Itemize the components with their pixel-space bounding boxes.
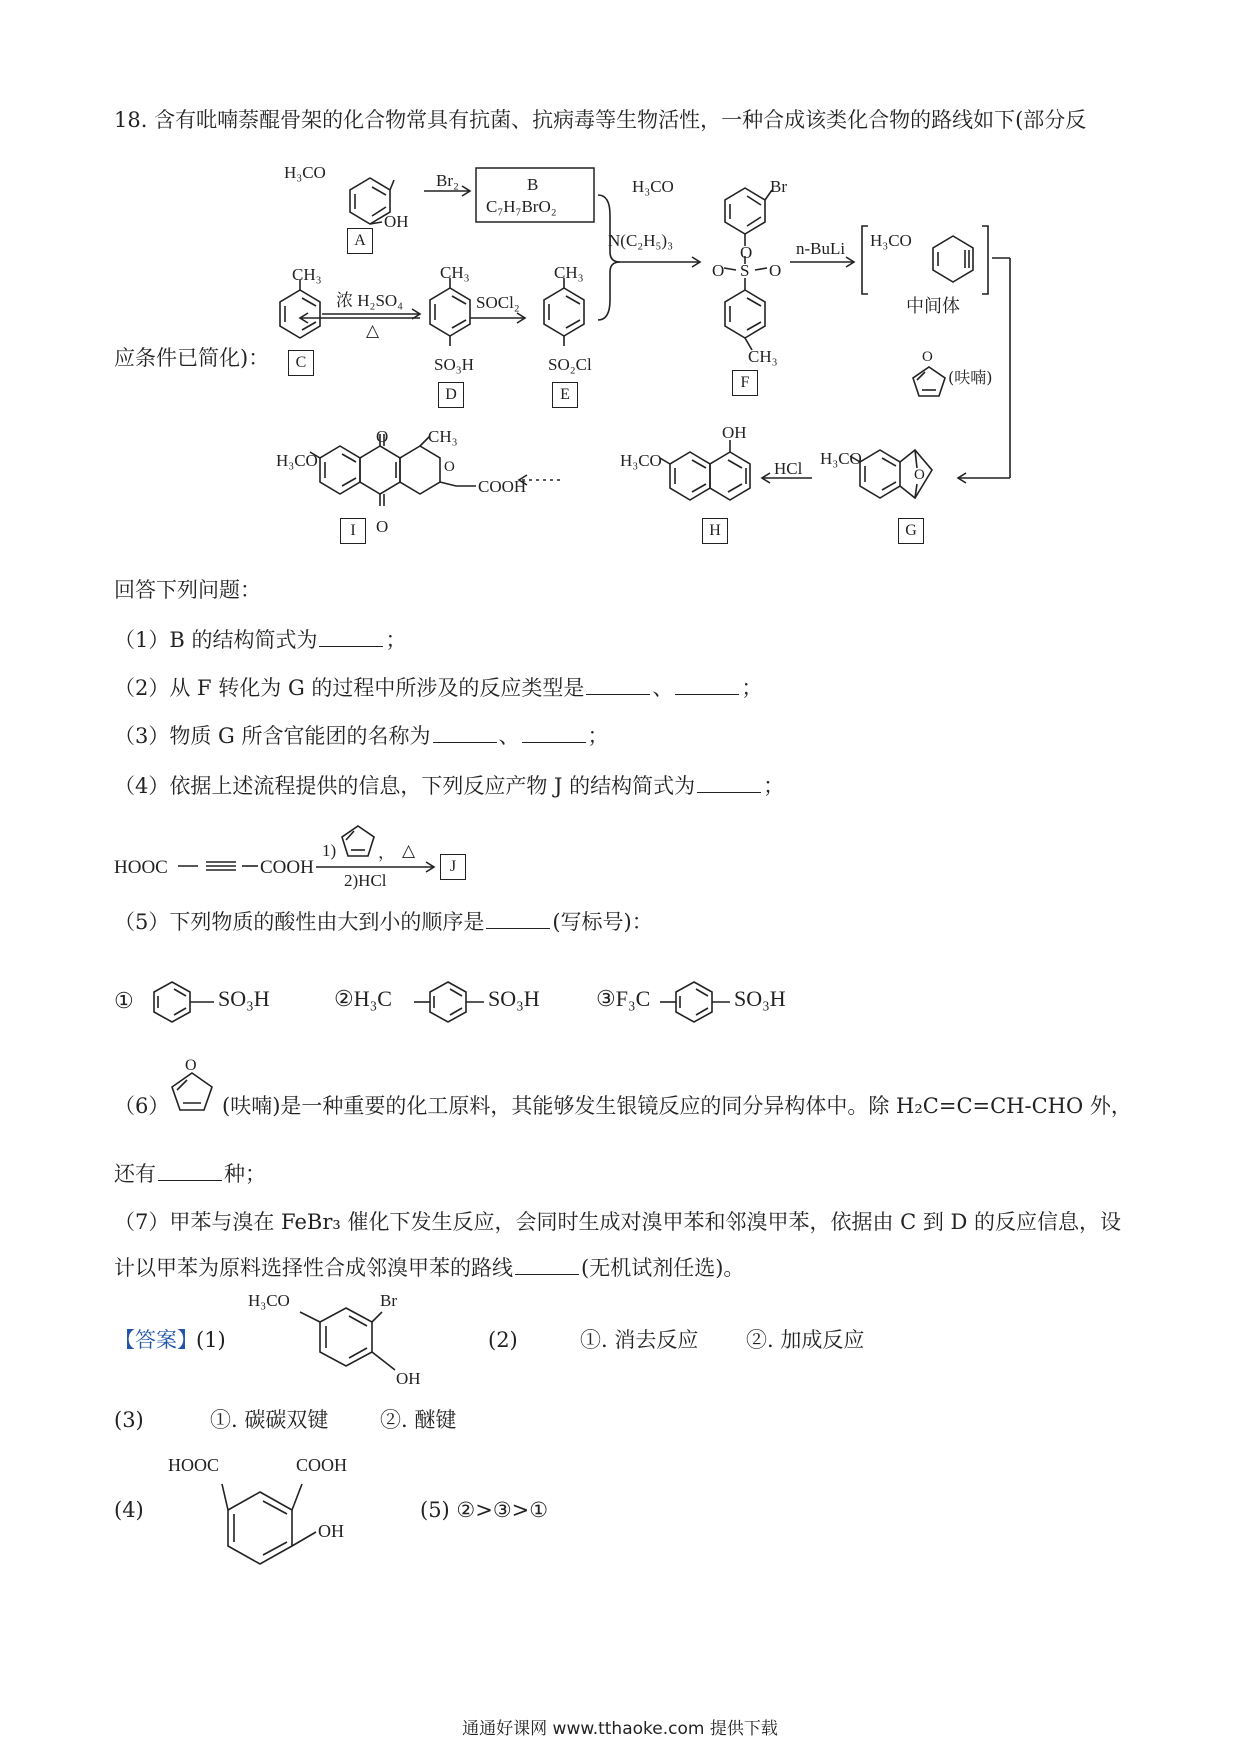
question-6-text: (呋喃)是一种重要的化工原料，其能够发生银镜反应的同分异构体中。除 H₂C=C=CH-CHO 外， [222,1094,1132,1118]
acid-2-h3c: ②H₃C [334,986,392,1011]
nbuli-reagent: n-BuLi [796,239,846,258]
acid-2-so3h: SO₃H [488,986,540,1011]
intermediate-h3co: H₃CO [870,231,912,250]
intermediate-label: 中间体 [906,296,960,317]
ring-h-left [670,452,710,500]
j-cooh: COOH [260,857,314,878]
question-3 [114,726,609,747]
answer-blank[interactable] [515,1258,579,1275]
i-cooh: COOH [478,477,527,496]
question-4-text: （4）依据上述流程提供的信息，下列反应产物 J 的结构简式为 [114,774,696,798]
question-6-furan-o: O [185,1057,197,1074]
ring-g-left [860,450,900,498]
question-5-text: （5）下列物质的酸性由大到小的顺序是 [114,910,485,934]
ring-answer-4 [228,1492,292,1564]
ring-acid-1 [154,982,190,1022]
b-box-formula: C₇H₇BrO₂ [486,197,557,216]
answer-blank[interactable] [319,630,383,647]
question-1-text: （1）B 的结构简式为 [114,628,318,652]
a-oh: OH [384,212,409,231]
question-7-text: 计以甲苯为原料选择性合成邻溴甲苯的路线 [114,1256,513,1280]
answer-3-second: ②. 醚键 [380,1408,457,1432]
ring-c [280,290,320,338]
question-4 [114,776,784,797]
question-7-end: (无机试剂任选)。 [581,1256,745,1280]
ring-furan-q6 [172,1073,212,1110]
answer-4-number: (4) [114,1498,144,1522]
ring-i-left [320,446,360,494]
h-oh: OH [722,423,747,442]
answer-4-cooh: COOH [296,1455,348,1475]
ring-furan-j [342,826,374,856]
b-box-letter: B [527,175,539,194]
socl2-reagent: SOCl₂ [476,293,520,312]
questions-header: 回答下列问题： [114,578,261,602]
answer-1-oh: OH [396,1369,421,1388]
br2-reagent: Br₂ [436,171,459,190]
acid-1-number: ① [114,988,134,1013]
answer-5: (5) ②>③>① [420,1498,549,1522]
h-h3co: H₃CO [620,451,662,470]
question-1-end: ； [385,628,407,652]
ring-i-mid [360,446,400,494]
d-so3h: SO₃H [434,355,474,374]
f-br: Br [770,177,787,196]
answer-blank[interactable] [586,678,650,695]
answer-3-number: (3) [114,1408,144,1432]
a-h3co: H₃CO [284,163,326,182]
ring-answer-1 [320,1308,372,1366]
i-o-ring: O [444,459,455,475]
answer-blank[interactable] [697,776,761,793]
j-cond-delta: △ [402,841,416,860]
ring-f-top [725,188,765,234]
delta-c-d: △ [366,321,380,340]
answer-blank[interactable] [433,726,497,743]
answer-1-h3co: H₃CO [248,1291,290,1310]
question-2-text: （2）从 F 转化为 G 的过程中所涉及的反应类型是 [114,676,585,700]
hcl-reagent: HCl [774,459,803,478]
question-6-kinds: 种； [224,1162,266,1186]
answer-blank[interactable] [675,678,739,695]
answer-blank[interactable] [522,726,586,743]
label-h: H [702,518,728,544]
question-7-line1: （7）甲苯与溴在 FeBr₃ 催化下发生反应，会同时生成对溴甲苯和邻溴甲苯，依据由 C 到 D 的反应信息，设 [114,1210,1122,1234]
acid-3-so3h: SO₃H [734,986,786,1011]
answer-1-number: (1) [196,1328,226,1352]
ring-e [544,288,584,336]
question-1 [114,630,406,651]
i-ch3: CH₃ [428,427,458,446]
question-6-line2 [114,1164,266,1185]
label-c: C [288,350,314,376]
ring-f-bottom [725,290,765,338]
i-o-top: O [376,427,389,446]
furan-note: (呋喃) [948,368,993,387]
d-ch3: CH₃ [440,263,470,282]
furan-o: O [922,349,933,365]
label-e: E [552,382,578,408]
h2so4-reagent: 浓 H₂SO₄ [336,291,404,310]
question-2-end: ； [741,676,763,700]
g-h3co: H₃CO [820,449,862,468]
j-cond-comma: ， [378,843,395,862]
answer-blank[interactable] [486,912,550,929]
label-a: A [347,228,373,254]
question-3-text: （3）物质 G 所含官能团的名称为 [114,724,431,748]
net3-reagent: N(C₂H₅)₃ [608,231,673,250]
f-o: O [740,243,753,262]
f-o-left: O [712,261,725,280]
ring-i-right [400,446,440,494]
f-ch3: CH₃ [748,347,778,366]
label-g: G [898,518,924,544]
page-footer: 通通好课网 www.tthaoke.com 提供下载 [462,1719,778,1739]
label-j: J [440,854,466,880]
answer-4-oh: OH [318,1521,344,1541]
ring-acid-2 [430,982,466,1022]
answer-4-hooc: HOOC [168,1455,220,1475]
g-o: O [914,467,925,483]
i-o-bottom: O [376,517,389,536]
ring-acid-3 [676,982,712,1022]
question-6-has: 还有 [114,1162,156,1186]
answer-2-second: ②. 加成反应 [746,1328,865,1352]
i-h3co: H₃CO [276,451,318,470]
answer-2-number: (2) [488,1328,518,1352]
e-ch3: CH₃ [554,263,584,282]
label-f: F [732,370,758,396]
question-2-sep: 、 [652,676,674,700]
ring-furan-scheme [913,367,945,396]
answer-blank[interactable] [158,1164,222,1181]
answer-3-first: ①. 碳碳双键 [210,1408,329,1432]
j-hooc: HOOC [114,857,168,878]
answer-2-first: ①. 消去反应 [580,1328,699,1352]
label-i: I [340,518,366,544]
ring-d [430,288,470,336]
question-6-prefix: （6） [114,1094,170,1118]
ring-h-right [710,452,750,500]
question-5-end: (写标号)： [552,910,653,934]
question-5 [114,912,653,933]
f-h3co: H₃CO [632,177,674,196]
e-so2cl: SO₂Cl [548,355,592,374]
acid-1-so3h: SO₃H [218,986,270,1011]
question-3-end: ； [587,724,609,748]
question-line-1: 18. 含有吡喃萘醌骨架的化合物常具有抗菌、抗病毒等生物活性，一种合成该类化合物的路线如下(部分反 [114,108,1087,132]
c-ch3: CH₃ [292,265,322,284]
question-3-sep: 、 [498,724,520,748]
answer-1-br: Br [380,1291,397,1310]
j-cond-top: 1) [322,841,337,860]
question-line-2: 应条件已简化)： [114,346,270,370]
label-d: D [438,382,464,408]
question-7-line2 [114,1258,744,1279]
question-2 [114,678,762,699]
ring-benzyne [933,236,973,282]
question-4-end: ； [763,774,785,798]
f-s: S [740,261,750,280]
acid-3-f3c: ③F₃C [596,986,651,1011]
j-cond-bottom: 2)HCl [344,871,387,890]
answer-tag: 【答案】 [114,1328,198,1352]
f-o-right: O [769,261,782,280]
